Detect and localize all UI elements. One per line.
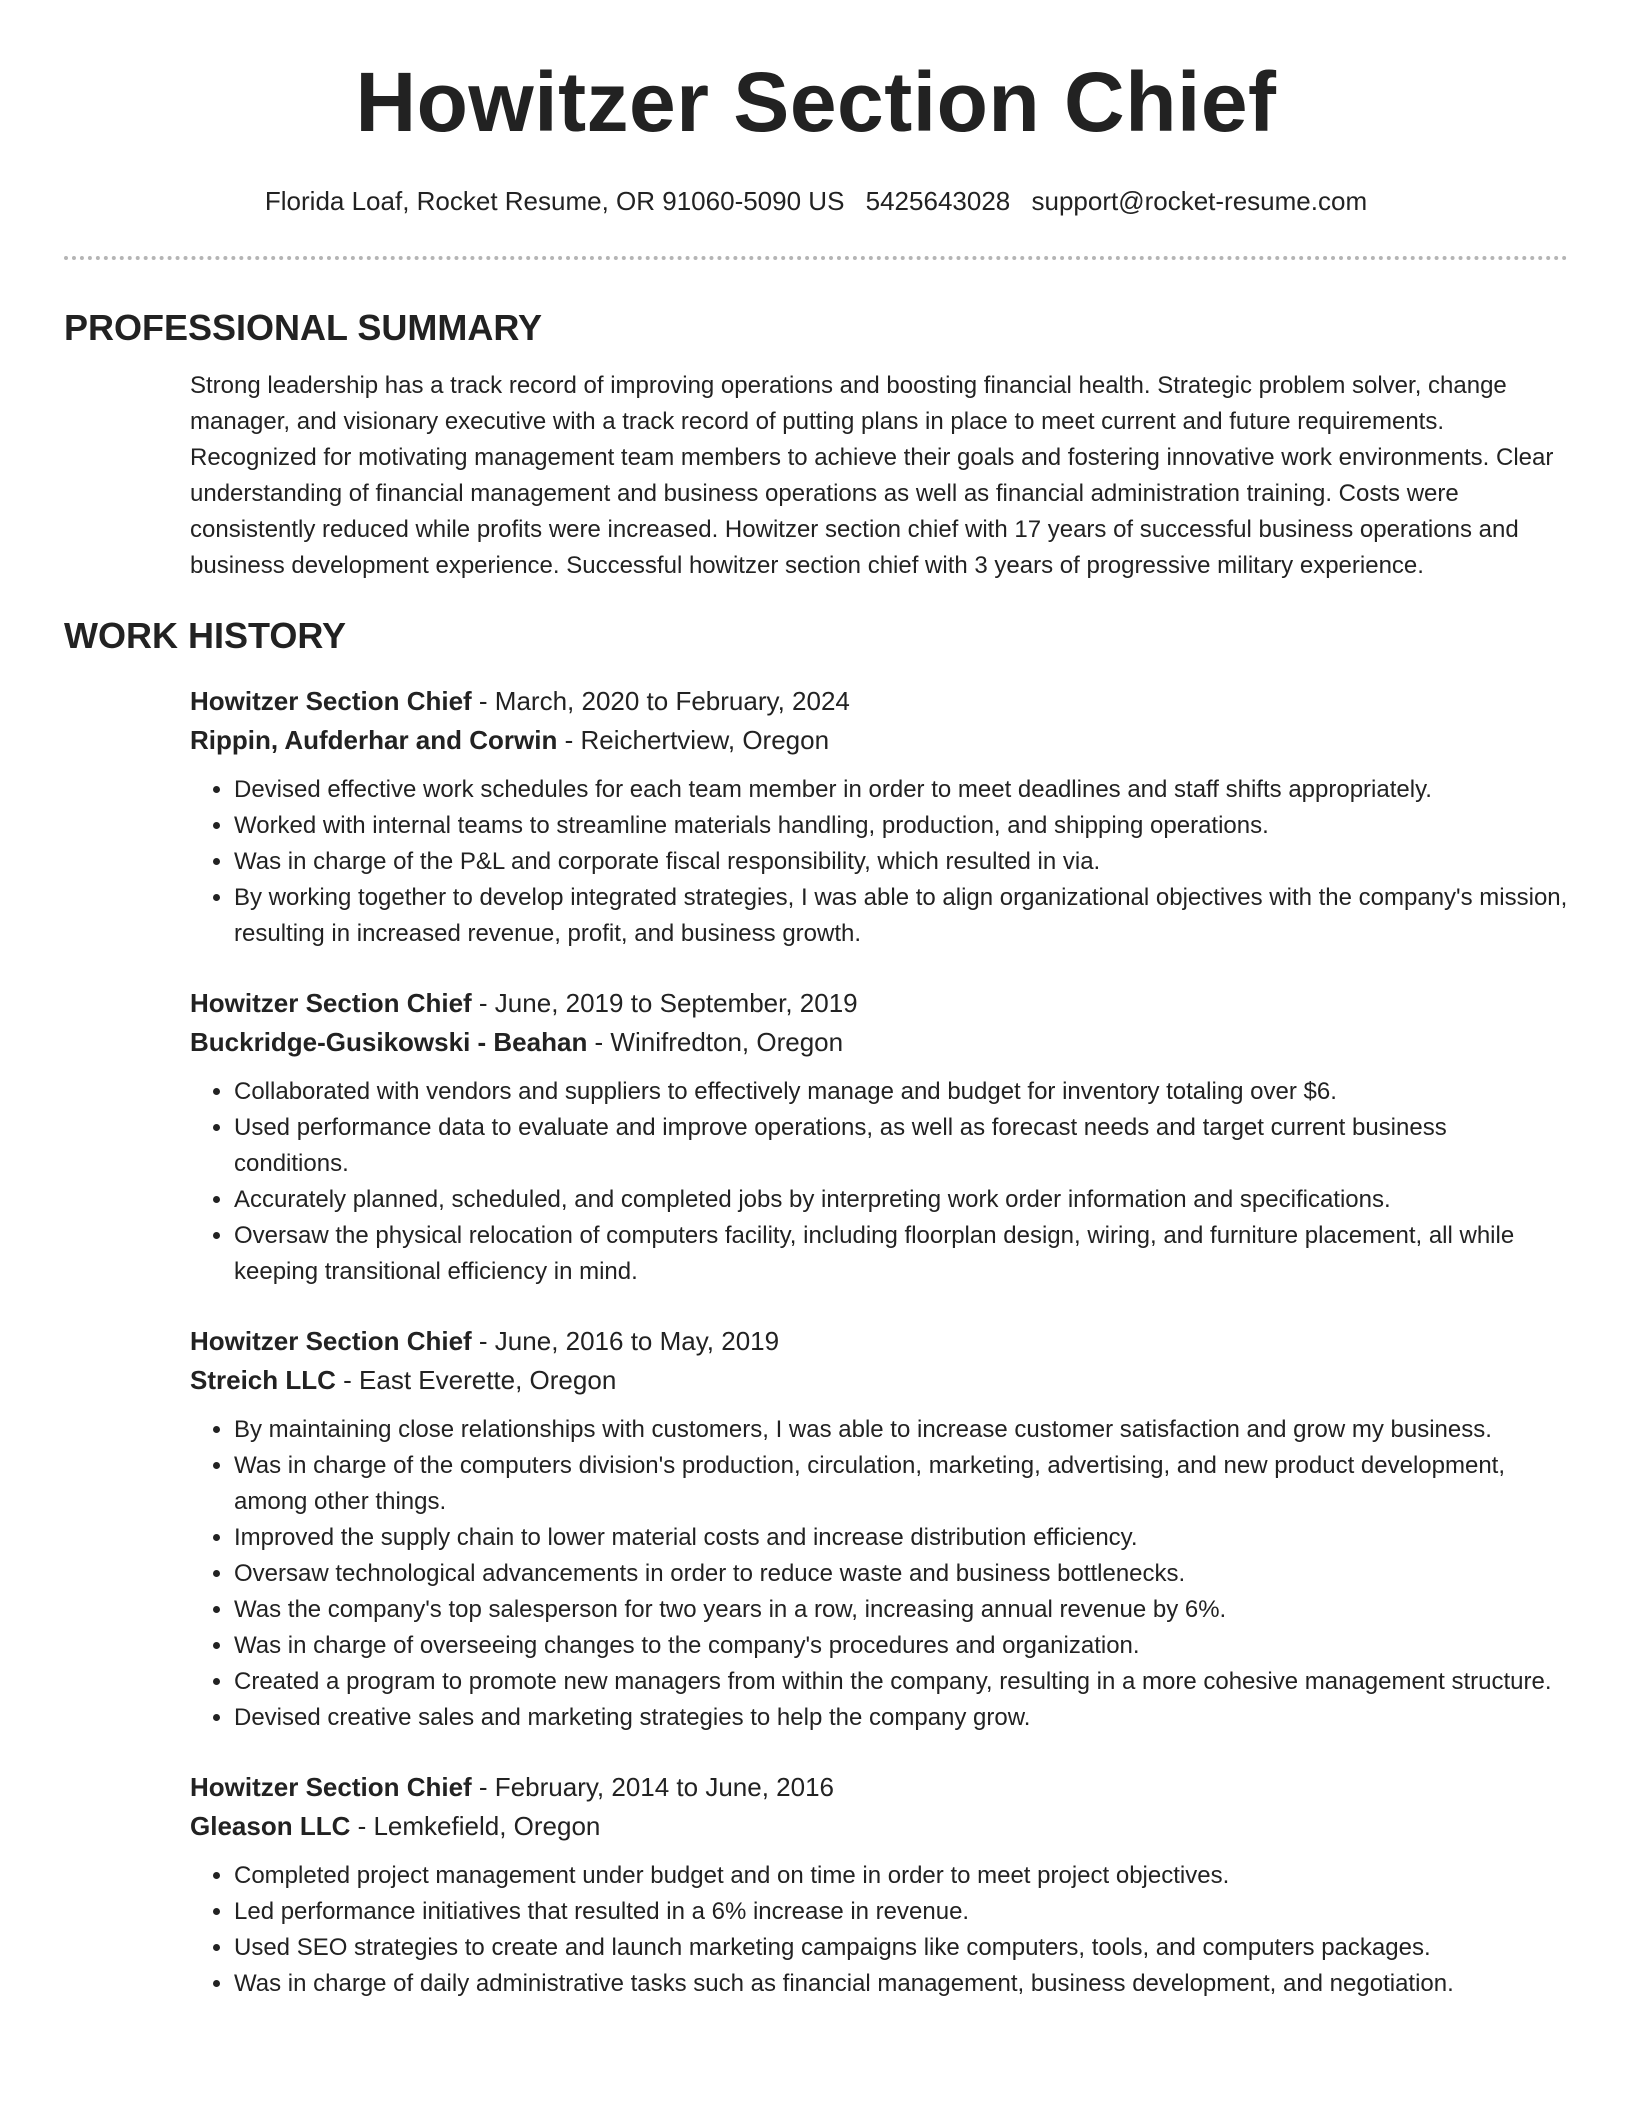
job-bullets <box>190 772 1568 952</box>
job-bullet: • Was in charge of overseeing changes to the company's procedures and organization. <box>234 1628 1568 1664</box>
job-entry <box>190 984 1568 1290</box>
job-bullet: • Improved the supply chain to lower material costs and increase distribution efficiency. <box>234 1520 1568 1556</box>
job-bullet: • Accurately planned, scheduled, and completed jobs by interpreting work order information and specifications. <box>234 1182 1568 1218</box>
job-entry <box>190 1322 1568 1736</box>
job-entry <box>190 1768 1568 2002</box>
job-bullet: • Was the company's top salesperson for two years in a row, increasing annual revenue by 6%. <box>234 1592 1568 1628</box>
job-bullet: • Worked with internal teams to streamline materials handling, production, and shipping operations. <box>234 808 1568 844</box>
job-location: - Reichertview, Oregon <box>557 725 830 755</box>
job-company: Gleason LLC <box>190 1811 351 1841</box>
job-role-line <box>190 984 1568 1023</box>
job-role-line <box>190 1768 1568 1807</box>
job-bullet: • Used performance data to evaluate and improve operations, as well as forecast needs and target current business conditions. <box>234 1110 1568 1182</box>
job-dates: - June, 2016 to May, 2019 <box>471 1326 780 1356</box>
job-role: Howitzer Section Chief <box>190 1772 472 1802</box>
job-bullet: • Devised creative sales and marketing strategies to help the company grow. <box>234 1700 1568 1736</box>
job-dates: - June, 2019 to September, 2019 <box>471 988 858 1018</box>
job-role-line <box>190 682 1568 721</box>
job-company: Buckridge-Gusikowski - Beahan <box>190 1027 588 1057</box>
job-bullet: • Led performance initiatives that resulted in a 6% increase in revenue. <box>234 1894 1568 1930</box>
resume-header <box>64 0 1568 260</box>
job-bullet: • Oversaw the physical relocation of computers facility, including floorplan design, wiring, and furniture placement, all while keeping transitional efficiency in mind. <box>234 1218 1568 1290</box>
job-bullet: • Created a program to promote new managers from within the company, resulting in a more cohesive management structure. <box>234 1664 1568 1700</box>
summary-text: Strong leadership has a track record of improving operations and boosting financial health. Strategic problem solver, change manager, and visionary executive with a track record of putting plans in place to meet current and future requirements. Recognized for motivating management team members to achieve their goals and fostering innovative work environments. Clear understanding of financial management and business operations as well as financial administration training. Costs were consistently reduced while profits were increased. Howitzer section chief with 17 years of successful business operations and business development experience. Successful howitzer section chief with 3 years of progressive military experience. <box>190 372 1554 579</box>
job-company-line <box>190 1023 1568 1062</box>
contact-email: support@rocket-resume.com <box>1031 186 1368 216</box>
job-location: - Winifredton, Oregon <box>587 1027 844 1057</box>
job-bullet: • By working together to develop integrated strategies, I was able to align organizational objectives with the company's mission, resulting in increased revenue, profit, and business growth. <box>234 880 1568 952</box>
job-bullet: • Oversaw technological advancements in order to reduce waste and business bottlenecks. <box>234 1556 1568 1592</box>
job-company-line <box>190 721 1568 760</box>
summary-section-title: PROFESSIONAL SUMMARY <box>64 307 543 348</box>
job-bullet: • Was in charge of daily administrative tasks such as financial management, business development, and negotiation. <box>234 1966 1568 2002</box>
job-entry <box>190 682 1568 952</box>
candidate-name: Howitzer Section Chief <box>355 55 1277 149</box>
job-company-line <box>190 1361 1568 1400</box>
job-bullet: • Collaborated with vendors and suppliers to effectively manage and budget for inventory totaling over $6. <box>234 1074 1568 1110</box>
work-section-title: WORK HISTORY <box>64 615 347 656</box>
contact-line <box>64 184 1568 218</box>
job-location: - East Everette, Oregon <box>335 1365 617 1395</box>
job-bullet: • Used SEO strategies to create and launch marketing campaigns like computers, tools, and computers packages. <box>234 1930 1568 1966</box>
job-bullet: • Devised effective work schedules for each team member in order to meet deadlines and staff shifts appropriately. <box>234 772 1568 808</box>
contact-phone: 5425643028 <box>865 186 1011 216</box>
job-company-line <box>190 1807 1568 1846</box>
job-bullet: • Was in charge of the computers division's production, circulation, marketing, advertising, and new product development, among other things. <box>234 1448 1568 1520</box>
job-bullets <box>190 1074 1568 1290</box>
job-dates: - March, 2020 to February, 2024 <box>471 686 850 716</box>
job-location: - Lemkefield, Oregon <box>350 1811 601 1841</box>
job-role-line <box>190 1322 1568 1361</box>
work-section <box>64 682 1568 2002</box>
job-bullet: • Completed project management under budget and on time in order to meet project objectives. <box>234 1858 1568 1894</box>
job-bullets <box>190 1412 1568 1736</box>
job-company: Streich LLC <box>190 1365 336 1395</box>
header-divider <box>64 256 1568 260</box>
job-dates: - February, 2014 to June, 2016 <box>471 1772 835 1802</box>
job-role: Howitzer Section Chief <box>190 686 472 716</box>
job-bullet: • By maintaining close relationships with customers, I was able to increase customer satisfaction and grow my business. <box>234 1412 1568 1448</box>
job-bullet: • Was in charge of the P&L and corporate fiscal responsibility, which resulted in via. <box>234 844 1568 880</box>
job-bullets <box>190 1858 1568 2002</box>
job-company: Rippin, Aufderhar and Corwin <box>190 725 558 755</box>
summary-section <box>64 368 1568 584</box>
job-role: Howitzer Section Chief <box>190 1326 472 1356</box>
job-role: Howitzer Section Chief <box>190 988 472 1018</box>
contact-address: Florida Loaf, Rocket Resume, OR 91060-5090 US <box>264 186 845 216</box>
